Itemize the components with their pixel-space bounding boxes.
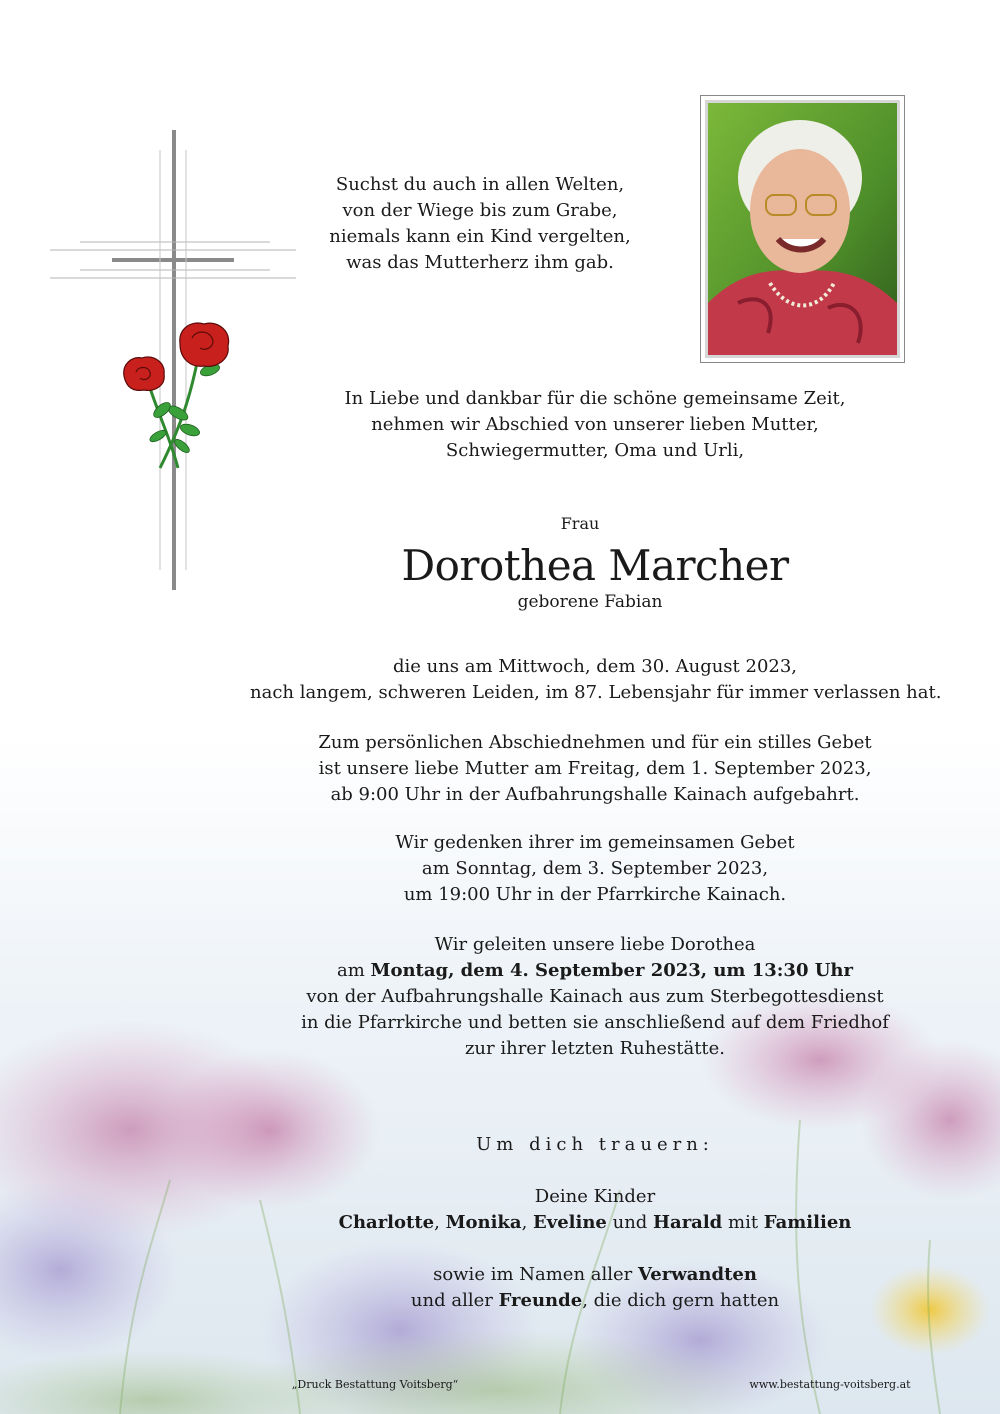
website-link[interactable]: www.bestattung-voitsberg.at: [749, 1378, 911, 1391]
death-line: die uns am Mittwoch, dem 30. August 2023,: [392, 656, 798, 677]
portrait-photo: [700, 95, 905, 363]
deceased-maiden-name: geborene Fabian: [517, 592, 663, 612]
name-conjunction: und: [606, 1212, 654, 1233]
intro-line: In Liebe und dankbar für die schöne gemeinsame Zeit,: [344, 388, 846, 409]
child-name: Harald: [653, 1212, 723, 1233]
poem-line: von der Wiege bis zum Grabe,: [342, 200, 618, 221]
friends-line: [300, 1288, 890, 1314]
children-names: [300, 1210, 890, 1236]
funeral-line: von der Aufbahrungshalle Kainach aus zum Sterbegottesdienst: [306, 986, 884, 1007]
prayer-line: am Sonntag, dem 3. September 2023,: [421, 858, 769, 879]
viewing-line: Zum persönlichen Abschiednehmen und für ein stilles Gebet: [318, 732, 872, 753]
poem-line: Suchst du auch in allen Welten,: [335, 174, 625, 195]
relatives-prefix: sowie im Namen aller: [433, 1264, 638, 1285]
poem-line: niemals kann ein Kind vergelten,: [329, 226, 631, 247]
families-label: Familien: [763, 1212, 852, 1233]
intro-line: nehmen wir Abschied von unserer lieben Mutter,: [371, 414, 819, 435]
relatives-line: [300, 1262, 890, 1288]
deceased-title: Frau: [560, 514, 600, 533]
children-block: [300, 1184, 890, 1236]
friends-label: Freunde: [498, 1290, 583, 1311]
friends-suffix: , die dich gern hatten: [582, 1290, 780, 1311]
funeral-date-line: [280, 958, 910, 984]
child-name: Eveline: [533, 1212, 607, 1233]
poem-line: was das Mutterherz ihm gab.: [346, 252, 614, 273]
funeral-line: zur ihrer letzten Ruhestätte.: [464, 1038, 726, 1059]
friends-prefix: und aller: [410, 1290, 499, 1311]
deceased-name: Dorothea Marcher: [401, 541, 789, 590]
child-name: Monika: [445, 1212, 522, 1233]
intro-text: [270, 386, 920, 464]
funeral-date-prefix: am: [337, 960, 371, 981]
intro-line: Schwiegermutter, Oma und Urli,: [445, 440, 745, 461]
death-line: nach langem, schweren Leiden, im 87. Lebensjahr für immer verlassen hat.: [250, 682, 942, 703]
poem: [290, 172, 670, 276]
relatives-block: [300, 1262, 890, 1314]
prayer-line: um 19:00 Uhr in der Pfarrkirche Kainach.: [403, 884, 787, 905]
mourners-heading: Um dich trauern:: [476, 1134, 714, 1155]
children-label: Deine Kinder: [534, 1186, 656, 1207]
portrait-image: [708, 103, 897, 355]
child-name: Charlotte: [338, 1212, 435, 1233]
viewing-notice: [280, 730, 910, 808]
relatives-label: Verwandten: [637, 1264, 757, 1285]
death-notice: [250, 654, 940, 706]
name-conjunction: mit: [722, 1212, 764, 1233]
funeral-line: Wir geleiten unsere liebe Dorothea: [434, 934, 756, 955]
name-separator: ,: [434, 1212, 446, 1233]
name-separator: ,: [521, 1212, 534, 1233]
roses-icon: [120, 318, 235, 473]
funeral-notice: [280, 932, 910, 1062]
viewing-line: ab 9:00 Uhr in der Aufbahrungshalle Kainach aufgebahrt.: [330, 784, 860, 805]
funeral-line: in die Pfarrkirche und betten sie anschließend auf dem Friedhof: [301, 1012, 889, 1033]
viewing-line: ist unsere liebe Mutter am Freitag, dem 1. September 2023,: [318, 758, 872, 779]
printer-credit: „Druck Bestattung Voitsberg“: [291, 1378, 459, 1391]
prayer-notice: [300, 830, 890, 908]
prayer-line: Wir gedenken ihrer im gemeinsamen Gebet: [395, 832, 795, 853]
funeral-date: Montag, dem 4. September 2023, um 13:30 Uhr: [370, 960, 853, 981]
